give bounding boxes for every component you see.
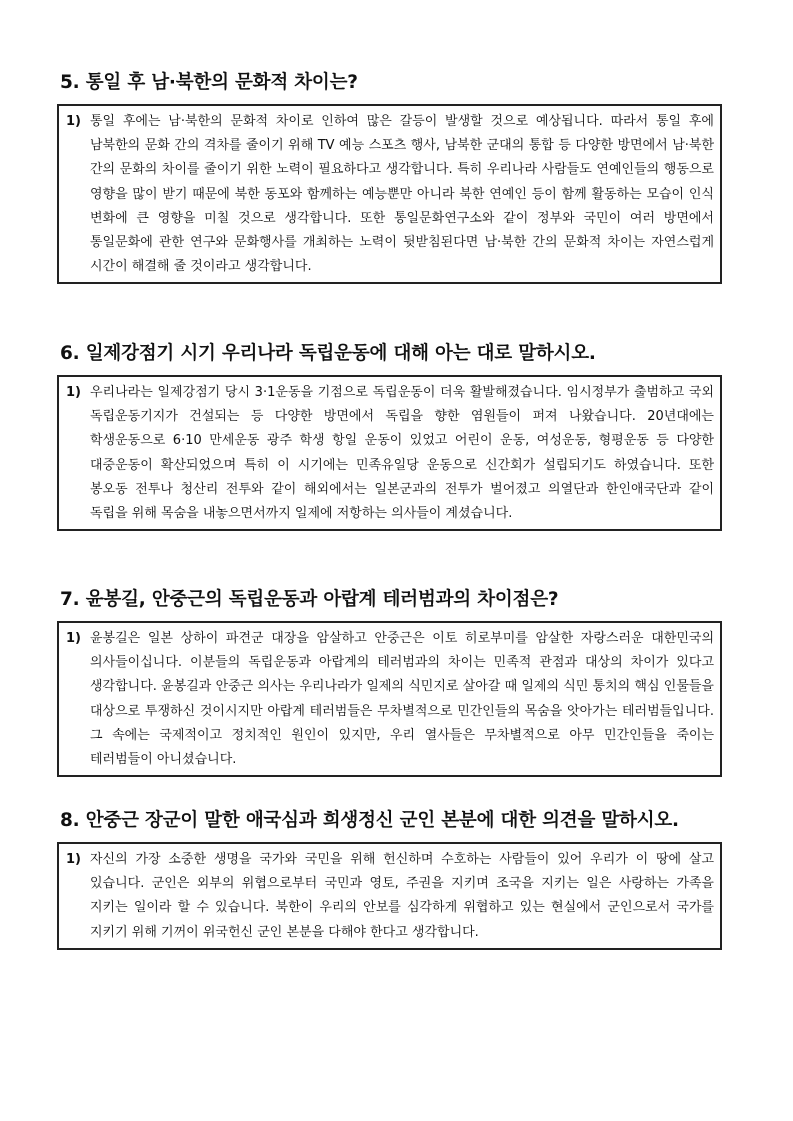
answer-number: 1) — [66, 114, 81, 129]
question-section-5 — [57, 70, 722, 284]
answer-text: 우리나라는 일제강점기 당시 3·1운동을 기점으로 독립운동이 더욱 활발해졌습니다. 임시정부가 출범하고 국외 독립운동기지가 건설되는 등 다양한 방면에서 독립을 향한 염원들이 퍼져 나왔습니다. 20년대에는 학생운동으로 6·10 만세운동 광주 학생 항일 운동이 있었고 어린이 운동, 여성운동, 형평운동 등 다양한 대중운동이 확산되었으며 특히 이 시기에는 민족유일당 운동으로 신간회가 설립되기도 하였습니다. 또한 봉오동 전투나 청산리 전투와 같이 해외에서는 일본군과의 전투가 벌어졌고 의열단과 한인애국단과 같이 독립을 위해 목숨을 내놓으면서까지 일제에 저항하는 의사들이 계셨습니다. — [90, 385, 714, 522]
question-section-7 — [57, 587, 722, 777]
answer-box — [57, 842, 722, 950]
answer-text: 자신의 가장 소중한 생명을 국가와 국민을 위해 헌신하며 수호하는 사람들이 있어 우리가 이 땅에 살고 있습니다. 군인은 외부의 위협으로부터 국민과 영토, 주권을 지키며 조국을 지키는 일은 사랑하는 가족을 지키는 일이라 할 수 있습니다. 북한이 우리의 안보를 심각하게 위협하고 있는 현실에서 군인으로서 국가를 지키기 위해 기꺼이 위국헌신 군인 본분을 다해야 한다고 생각합니다. — [90, 852, 714, 940]
answer-text: 통일 후에는 남·북한의 문화적 차이로 인하여 많은 갈등이 발생할 것으로 예상됩니다. 따라서 통일 후에 남북한의 문화 간의 격차를 줄이기 위해 TV 예능 스포츠 행사, 남북한 군대의 통합 등 다양한 방면에서 남·북한 간의 문화의 차이를 줄이기 위한 노력이 필요하다고 생각합니다. 특히 우리나라 사람들도 연예인들의 행동으로 영향을 많이 받기 때문에 북한 동포와 함께하는 예능뿐만 아니라 북한 연예인 등이 함께 활동하는 모습이 인식 변화에 큰 영향을 미칠 것으로 생각합니다. 또한 통일문화연구소와 같이 정부와 국민이 여러 방면에서 통일문화에 관한 연구와 문화행사를 개최하는 노력이 뒷받침된다면 남·북한 간의 문화적 차이는 자연스럽게 시간이 해결해 줄 것이라고 생각합니다. — [90, 114, 714, 275]
answer-item — [66, 110, 714, 279]
answer-item — [66, 848, 714, 945]
answer-box — [57, 104, 722, 284]
answer-number: 1) — [66, 852, 81, 867]
answer-box — [57, 621, 722, 777]
question-title: 6. 일제강점기 시기 우리나라 독립운동에 대해 아는 대로 말하시오. — [60, 343, 596, 364]
answer-number: 1) — [66, 631, 81, 646]
answer-box — [57, 375, 722, 531]
answer-item — [66, 627, 714, 772]
answer-text: 윤봉길은 일본 상하이 파견군 대장을 암살하고 안중근은 이토 히로부미를 암살한 자랑스러운 대한민국의 의사들이십니다. 이분들의 독립운동과 아랍계의 테러범과의 차이는 민족적 관점과 대상의 차이가 있다고 생각합니다. 윤봉길과 안중근 의사는 우리나라가 일제의 식민지로 살아갈 때 일제의 식민 통치의 핵심 인물들을 대상으로 투쟁하신 것이시지만 아랍계 테러범들은 무차별적으로 민간인들의 목숨을 앗아가는 테러범들입니다. 그 속에는 국제적이고 정치적인 원인이 있지만, 우리 열사들은 무차별적으로 아무 민간인들을 죽이는 테러범들이 아니셨습니다. — [90, 631, 714, 768]
answer-item — [66, 381, 714, 526]
answer-number: 1) — [66, 385, 81, 400]
question-section-8 — [57, 808, 722, 950]
question-section-6 — [57, 341, 722, 531]
question-title: 8. 안중근 장군이 말한 애국심과 희생정신 군인 본분에 대한 의견을 말하시오. — [60, 810, 679, 831]
question-title: 5. 통일 후 남·북한의 문화적 차이는? — [60, 72, 358, 93]
question-title: 7. 윤봉길, 안중근의 독립운동과 아랍계 테러범과의 차이점은? — [60, 589, 559, 610]
